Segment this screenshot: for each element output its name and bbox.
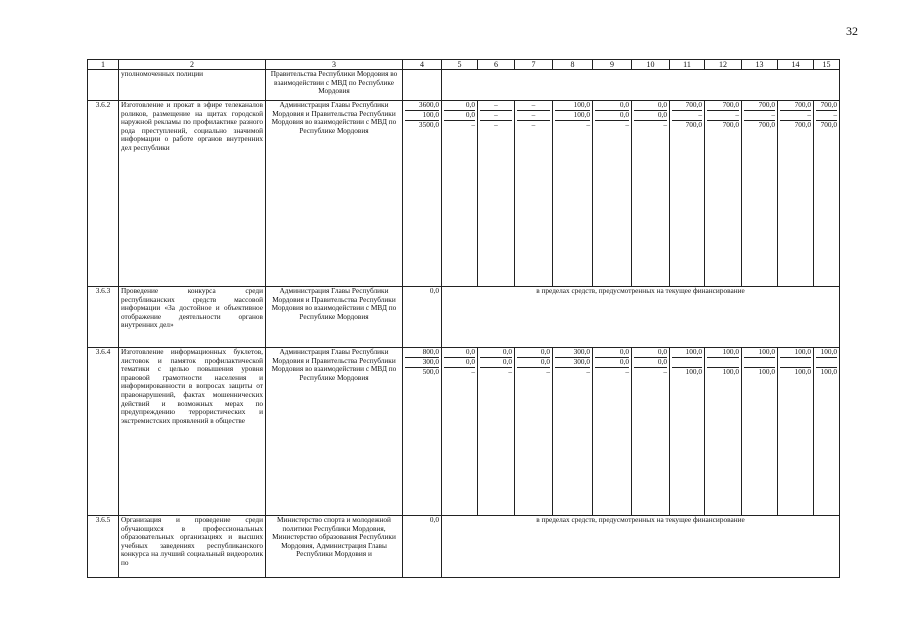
header-cell: 7 (515, 60, 553, 70)
value-cell: 0,0 0,0 – (593, 348, 632, 516)
value-cell: 0,0 0,0 – (632, 101, 670, 287)
header-cell: 5 (442, 60, 478, 70)
financing-note: в пределах средств, предусмотренных на текущее финансирование (442, 516, 840, 578)
value-cell: 0,0 0,0 – (478, 348, 515, 516)
row-description: Изготовление и прокат в эфире телеканалов роликов, размещение на щитах городской наружной рекламы по профилактике разного рода преступлений, социально значимой информации о работе органов внутренних дел республики (119, 101, 266, 287)
value-cell: 0,0 0,0 – (593, 101, 632, 287)
value-cell: – – – (478, 101, 515, 287)
value-cell: 700,0 – 700,0 (670, 101, 705, 287)
value-cell: 700,0 – 700,0 (742, 101, 778, 287)
row-executor: Администрация Главы Республики Мордовия и Правительства Республики Мордовия во взаимодействии с МВД по Республике Мордовия (266, 101, 403, 287)
value-cell: 0,0 0,0 – (632, 348, 670, 516)
value-cell: 3600,0 100,0 3500,0 (403, 101, 442, 287)
header-cell: 8 (553, 60, 593, 70)
header-cell: 3 (266, 60, 403, 70)
header-cell: 12 (705, 60, 742, 70)
value-cell: 0,0 (403, 287, 442, 348)
header-cell: 13 (742, 60, 778, 70)
row-description: Изготовление информационных буклетов, листовок и памяток профилактической тематики с целью повышения уровня правовой грамотности населения и информированности в вопросах защиты от правонарушений, фактах мошеннических действий и возможных мерах по предупреждению террористических и экстремистских проявлений в обществе (119, 348, 266, 516)
value-cell: 100,0 100,0 – (553, 101, 593, 287)
row-executor: Администрация Главы Республики Мордовия и Правительства Республики Мордовия во взаимодействии с МВД по Республике Мордовия (266, 348, 403, 516)
value-cell: 100,0 100,0 (670, 348, 705, 516)
header-cell: 2 (119, 60, 266, 70)
value-cell: 0,0 0,0 – (515, 348, 553, 516)
value-cell: 300,0 300,0 – (553, 348, 593, 516)
value-cell: 800,0 300,0 500,0 (403, 348, 442, 516)
value-cell: 0,0 0,0 – (442, 348, 478, 516)
value-cell: 100,0 100,0 (705, 348, 742, 516)
row-description: Проведение конкурса среди республиканских средств массовой информации «За достойное и объективное отображение деятельности органов внутренних дел» (119, 287, 266, 348)
continuation-description: уполномоченных полиции (119, 70, 266, 101)
page-number: 32 (846, 24, 858, 38)
row-number: 3.6.3 (88, 287, 119, 348)
header-cell: 14 (778, 60, 814, 70)
header-cell: 1 (88, 60, 119, 70)
header-row (88, 60, 840, 70)
table-row-3-6-2 (88, 101, 840, 287)
value-cell: – – – (515, 101, 553, 287)
table-row-3-6-4 (88, 348, 840, 516)
header-cell: 11 (670, 60, 705, 70)
row-number: 3.6.5 (88, 516, 119, 578)
row-executor: Администрация Главы Республики Мордовия и Правительства Республики Мордовия во взаимодействии с МВД по Республике Мордовия (266, 287, 403, 348)
continuation-row (88, 70, 840, 101)
value-cell: 700,0 – 700,0 (778, 101, 814, 287)
value-cell: 100,0 100,0 (814, 348, 840, 516)
value-cell: 0,0 (403, 516, 442, 578)
value-cell: 0,0 0,0 – (442, 101, 478, 287)
budget-table (87, 59, 840, 578)
row-description: Организация и проведение среди обучающихся в профессиональных образовательных организациях и высших учебных заведениях республиканского конкурса на лучший социальный видеоролик по (119, 516, 266, 578)
financing-note: в пределах средств, предусмотренных на текущее финансирование (442, 287, 840, 348)
row-number: 3.6.2 (88, 101, 119, 287)
table-row-3-6-5 (88, 516, 840, 578)
value-cell: 700,0 – 700,0 (814, 101, 840, 287)
header-cell: 10 (632, 60, 670, 70)
value-cell: 100,0 100,0 (778, 348, 814, 516)
table-row-3-6-3 (88, 287, 840, 348)
header-cell: 4 (403, 60, 442, 70)
header-cell: 15 (814, 60, 840, 70)
row-executor: Министерство спорта и молодежной политики Республики Мордовия, Министерство образования Республики Мордовия, Администрация Главы Республики Мордовия и (266, 516, 403, 578)
continuation-executor: Правительства Республики Мордовия во взаимодействии с МВД по Республике Мордовия (266, 70, 403, 101)
row-number: 3.6.4 (88, 348, 119, 516)
header-cell: 6 (478, 60, 515, 70)
header-cell: 9 (593, 60, 632, 70)
value-cell: 700,0 – 700,0 (705, 101, 742, 287)
value-cell: 100,0 100,0 (742, 348, 778, 516)
